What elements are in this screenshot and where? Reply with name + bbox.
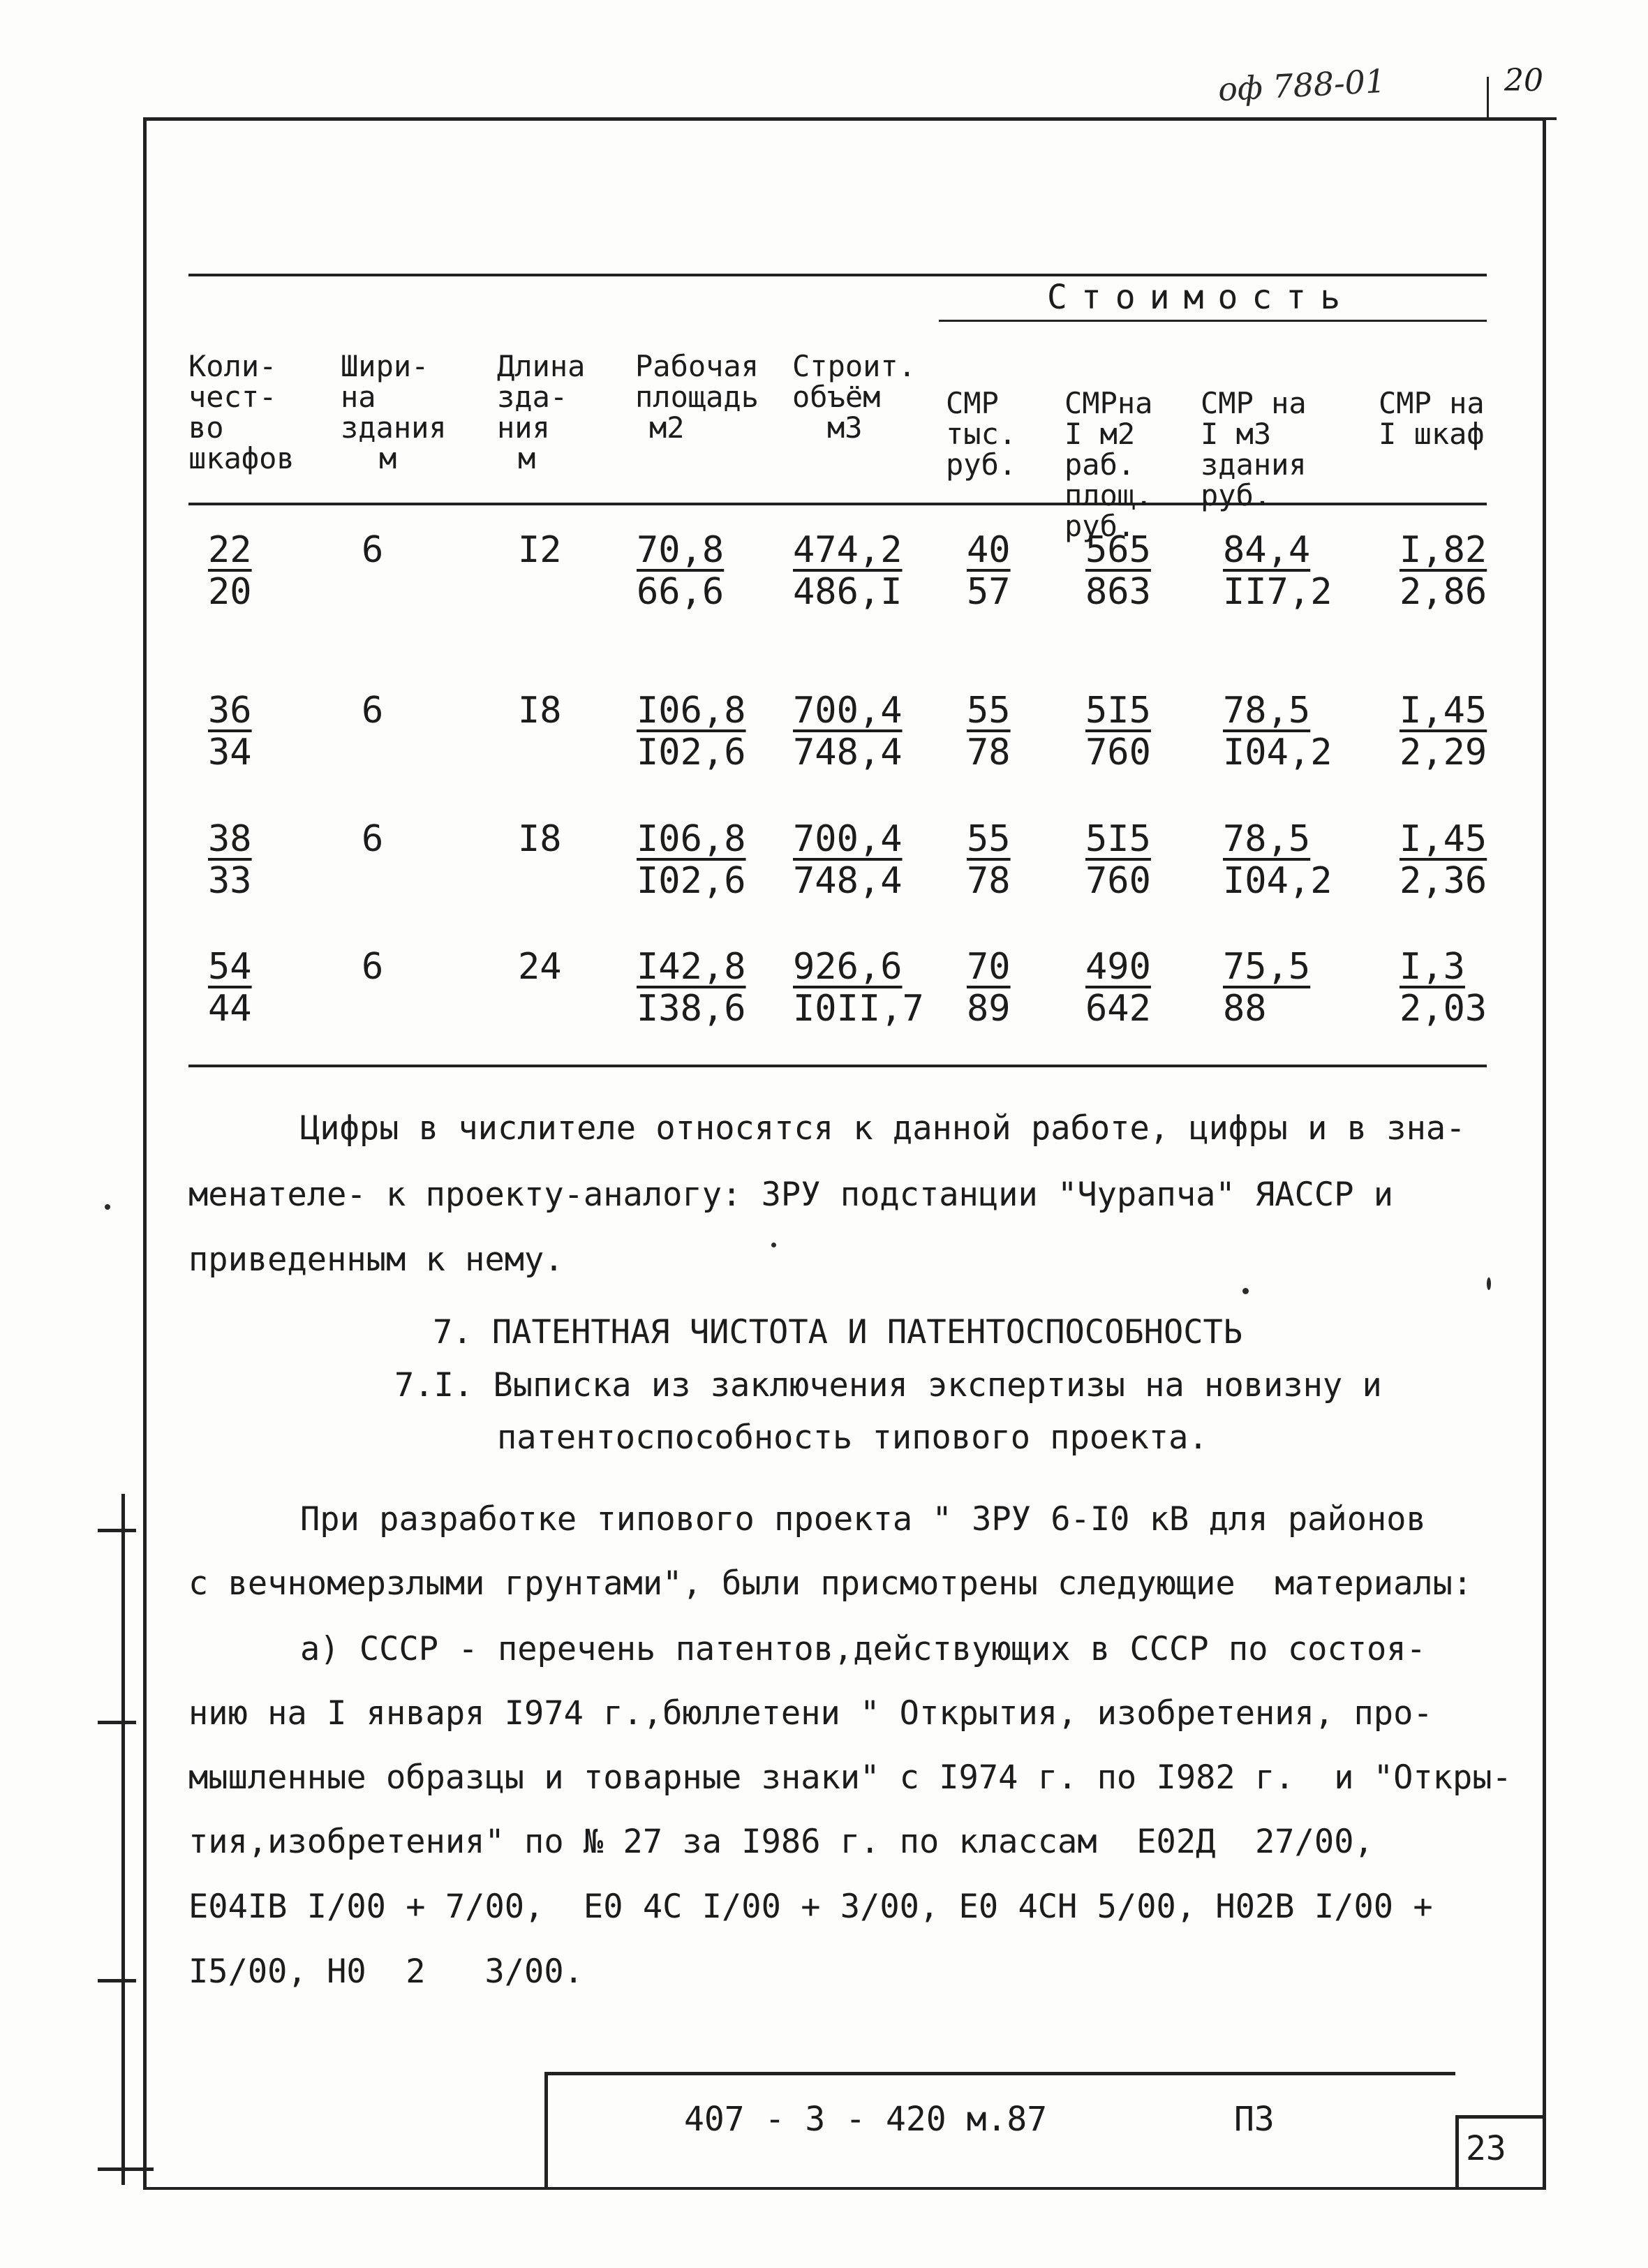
cell-smr: 55 78 <box>967 690 1011 773</box>
header-smr-per-m2: СМРна I м2 раб. площ. руб. <box>1064 386 1153 543</box>
header-area: Рабочая площадь м2 <box>635 349 759 445</box>
cell-width: 6 <box>362 529 384 571</box>
binding-tick <box>98 1529 136 1532</box>
cell-smr-per-cabinet: I,3 2,03 <box>1400 946 1487 1030</box>
corner-page-mark: 20 <box>1504 63 1543 98</box>
cell-length: 24 <box>518 946 562 988</box>
scan-speck <box>105 1204 110 1210</box>
cell-smr-per-m3: 78,5 I04,2 <box>1223 818 1332 902</box>
binding-tick <box>98 2167 154 2171</box>
cell-volume: 474,2 486,I <box>793 529 903 613</box>
cell-qty: 54 44 <box>208 946 252 1030</box>
body-line: а) СССР - перечень патентов,действующих в СССР по состоя- <box>300 1630 1426 1668</box>
cell-smr-per-m3: 84,4 II7,2 <box>1223 529 1332 613</box>
cell-smr-per-m2: 5I5 760 <box>1085 818 1151 902</box>
scan-speck <box>1242 1288 1249 1294</box>
body-line: Е04IВ I/00 + 7/00, Е0 4С I/00 + 3/00, Е0 4СН 5/00, Н02В I/00 + <box>188 1888 1433 1926</box>
cell-qty: 22 20 <box>208 529 252 613</box>
cell-length: I8 <box>518 690 562 732</box>
subsection-title: 7.I. Выписка из заключения экспертизы на новизну и <box>394 1366 1382 1404</box>
page-number: 23 <box>1466 2129 1506 2168</box>
header-length: Длина зда- ния м <box>497 349 586 475</box>
cell-smr-per-m2: 490 642 <box>1085 946 1151 1030</box>
cell-smr-per-m2: 5I5 760 <box>1085 690 1151 773</box>
cell-qty: 36 34 <box>208 690 252 773</box>
cell-smr: 70 89 <box>967 946 1011 1030</box>
cell-volume: 700,4 748,4 <box>793 818 903 902</box>
body-line: с вечномерзлыми грунтами", были присмотрены следующие материалы: <box>188 1564 1473 1603</box>
document-code: 407 - 3 - 420 м.87 <box>684 2100 1048 2139</box>
cell-length: I8 <box>518 818 562 860</box>
cell-smr-per-cabinet: I,45 2,29 <box>1400 690 1487 773</box>
body-line: тия,изобретения" по № 27 за I986 г. по классам Е02Д 27/00, <box>188 1823 1374 1861</box>
cell-area: I06,8 I02,6 <box>637 690 746 773</box>
cell-smr-per-m3: 78,5 I04,2 <box>1223 690 1332 773</box>
handwritten-reference: оф 788-01 <box>1217 61 1387 109</box>
table-bottom-rule <box>188 1065 1487 1067</box>
cell-volume: 700,4 748,4 <box>793 690 903 773</box>
note-line: приведенным к нему. <box>188 1240 564 1279</box>
cell-length: I2 <box>518 529 562 571</box>
cost-group-rule <box>939 320 1487 322</box>
cell-width: 6 <box>362 818 384 860</box>
binding-tick <box>98 1979 136 1982</box>
header-cost-group: Стоимость <box>1047 278 1355 317</box>
cell-smr-per-cabinet: I,45 2,36 <box>1400 818 1487 902</box>
body-line: I5/00, Н0 2 3/00. <box>188 1952 584 1991</box>
binding-tick <box>98 1721 136 1724</box>
note-line: Цифры в числителе относятся к данной работе, цифры и в зна- <box>300 1109 1466 1148</box>
cell-smr-per-m3: 75,5 88 <box>1223 946 1311 1030</box>
cell-area: I42,8 I38,6 <box>637 946 746 1030</box>
cell-width: 6 <box>362 690 384 732</box>
cell-area: I06,8 I02,6 <box>637 818 746 902</box>
header-qty: Коли- чест- во шкафов <box>188 349 295 475</box>
cell-smr: 40 57 <box>967 529 1011 613</box>
scan-speck <box>1487 1277 1491 1290</box>
header-volume: Строит. объём м3 <box>792 349 916 445</box>
cell-area: 70,8 66,6 <box>637 529 725 613</box>
header-smr-per-cabinet: СМР на I шкаф <box>1379 386 1485 451</box>
body-line: нию на I января I974 г.,бюллетени " Открытия, изобретения, про- <box>188 1694 1433 1733</box>
cell-volume: 926,6 I0II,7 <box>793 946 924 1030</box>
body-line: При разработке типового проекта " ЗРУ 6-I0 кВ для районов <box>300 1500 1426 1539</box>
frame-top-extension <box>1487 117 1557 120</box>
header-smr: СМР тыс. руб. <box>946 386 1017 482</box>
corner-divider <box>1487 77 1489 117</box>
header-width: Шири- на здания м <box>341 349 447 475</box>
cell-smr-per-cabinet: I,82 2,86 <box>1400 529 1487 613</box>
header-smr-per-m3: СМР на I м3 здания руб. <box>1201 386 1307 512</box>
binding-line <box>121 1494 125 2185</box>
table-top-rule <box>188 274 1487 276</box>
section-title: 7. ПАТЕНТНАЯ ЧИСТОТА И ПАТЕНТОСПОСОБНОСТЬ <box>433 1313 1243 1351</box>
scan-speck <box>771 1243 776 1247</box>
note-line: менателе- к проекту-аналогу: ЗРУ подстанции "Чурапча" ЯАССР и <box>188 1176 1394 1214</box>
document-type: ПЗ <box>1234 2100 1275 2139</box>
cell-width: 6 <box>362 946 384 988</box>
cell-qty: 38 33 <box>208 818 252 902</box>
cell-smr: 55 78 <box>967 818 1011 902</box>
cell-smr-per-m2: 565 863 <box>1085 529 1151 613</box>
subsection-title-cont: патентоспособность типового проекта. <box>497 1418 1208 1457</box>
body-line: мышленные образцы и товарные знаки" с I974 г. по I982 г. и "Откры- <box>188 1758 1512 1797</box>
